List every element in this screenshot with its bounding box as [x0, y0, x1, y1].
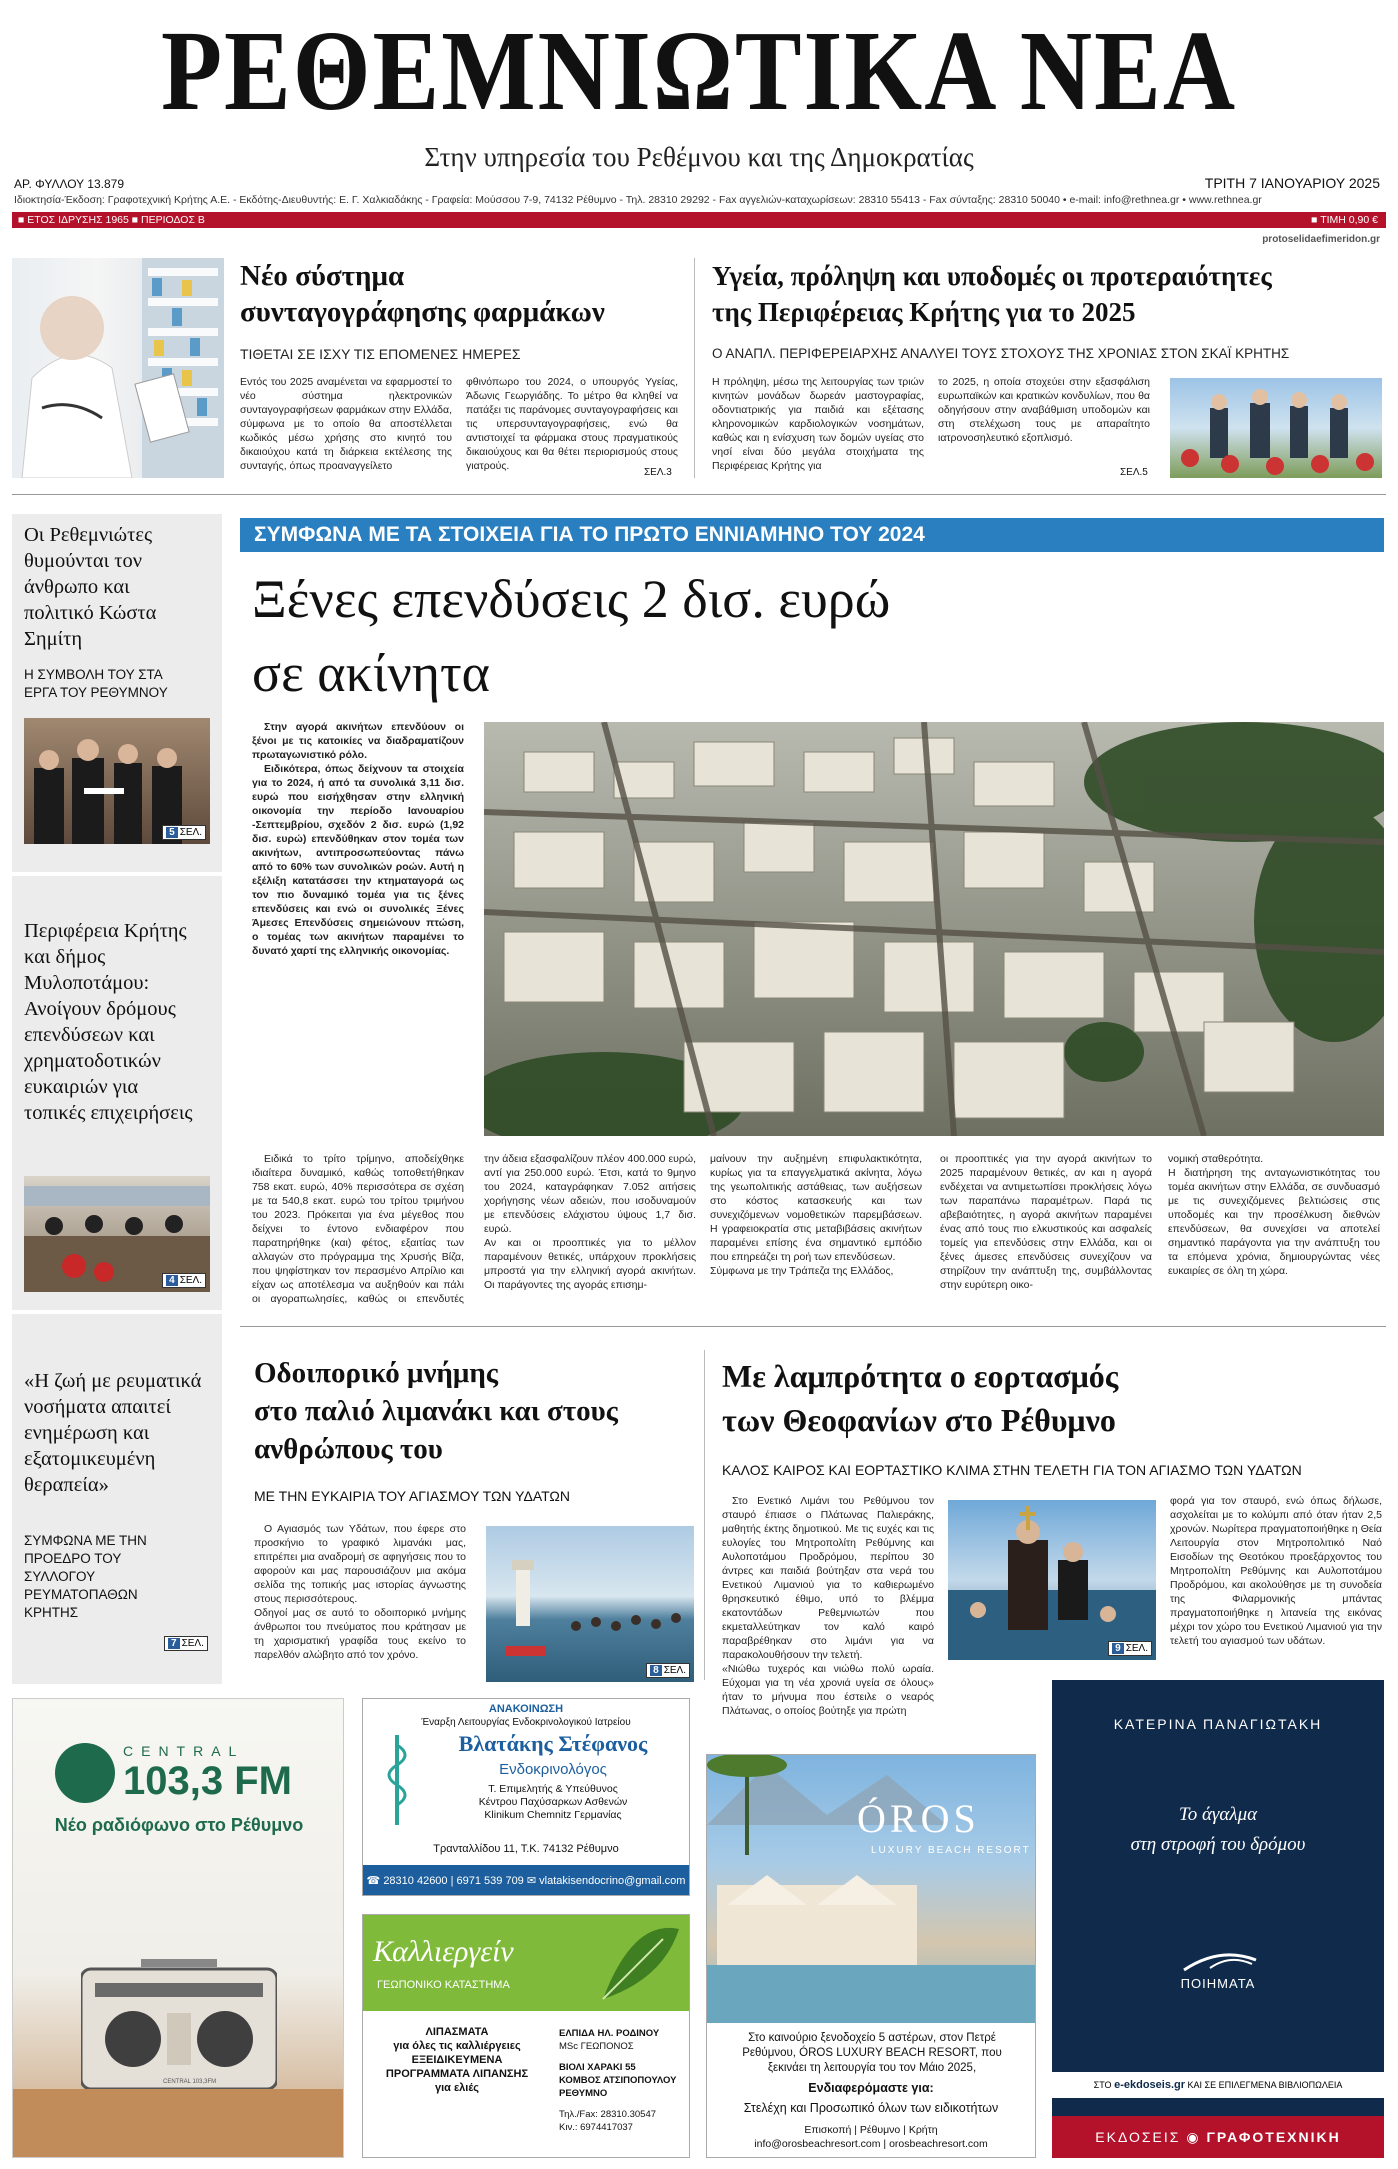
store-pre: ΣΤΟ: [1093, 2080, 1112, 2090]
lead-banner: ΣΥΜΦΩΝΑ ΜΕ ΤΑ ΣΤΟΙΧΕΙΑ ΓΙΑ ΤΟ ΠΡΩΤΟ ΕΝΝΙΑΜΗΝΟ ΤΟΥ 2024: [240, 518, 1384, 552]
badge-sel: ΣΕΛ.: [181, 1638, 204, 1649]
store-post: ΚΑΙ ΣΕ ΕΠΙΛΕΓΜΕΝΑ ΒΙΒΛΙΟΠΩΛΕΙΑ: [1187, 2080, 1343, 2090]
page-badge[interactable]: [164, 1636, 208, 1651]
headline-line: σε ακίνητα: [252, 643, 490, 703]
lead-headline: [252, 562, 1372, 710]
ad-notice: ΑΝΑΚΟΙΝΩΣΗ: [488, 1703, 564, 1715]
headline-line: Με λαμπρότητα ο εορτασμός: [722, 1358, 1119, 1394]
headline-line: της Περιφέρειας Κρήτης για το 2025: [712, 297, 1136, 327]
hotel-text: Στο καινούριο ξενοδοχείο 5 αστέρων, στον Πετρέ Ρεθύμνου, ÓROS LUXURY BEACH RESORT, που ξεκινάει τη λειτουργία του τον Μάιο 2025,: [742, 2032, 1002, 2074]
sidebar-story1-kicker: Η ΣΥΜΒΟΛΗ ΤΟΥ ΣΤΑ ΕΡΓΑ ΤΟΥ ΡΕΘΥΜΝΟΥ: [24, 667, 168, 700]
radio-logo-icon: [55, 1743, 115, 1803]
watermark: protoselidaefimeridon.gr: [1262, 234, 1380, 245]
sidebar-story2-title[interactable]: Περιφέρεια Κρήτης και δήμος Μυλοποτάμου: Ανοίγουν δρόμους επενδύσεων και χρηματοδοτικών ευκαιριών για τοπικές επιχειρήσεις: [24, 920, 193, 1124]
product-line: ΕΞΕΙΔΙΚΕΥΜΕΝΑ: [411, 2054, 503, 2066]
badge-sel: ΣΕΛ.: [663, 1665, 686, 1676]
hotel-ad[interactable]: [706, 1754, 1036, 2158]
top-left-col2: φθινόπωρο του 2024, ο υπουργός Υγείας, Άδωνις Γεωργιάδης. Το μέτρο θα κληθεί να πατάξει τις παράνομες συνταγογραφήσεις και τις υπερσυνταγογραφήσεις, ενώ θα αντιστοιχεί τα φάρμακα στους πραγματικούς δικαιούχους και θα θέτει περιορισμούς στους γιατρούς.: [466, 376, 678, 472]
badge-page-number: 4: [166, 1275, 178, 1286]
period: ΠΕΡΙΟΔΟΣ Β: [141, 214, 205, 226]
book-genre: ΠΟΙΗΜΑΤΑ: [1180, 1976, 1256, 1991]
product-line: ΛΙΠΑΣΜΑΤΑ: [425, 2026, 489, 2038]
title-line: Το άγαλμα: [1178, 1804, 1258, 1825]
radio-cassette-icon: [81, 1959, 277, 2089]
garden-sub: ΓΕΩΠΟΝΙΚΟ ΚΑΤΑΣΤΗΜΑ: [377, 1979, 510, 1991]
column-divider: [694, 258, 695, 478]
radio-slogan: Νέο ραδιόφωνο στο Ρέθυμνο: [54, 1815, 304, 1835]
contact-degree: MSc ΓΕΩΠΟΝΟΣ: [559, 2041, 634, 2052]
book-title: [1052, 1800, 1384, 1860]
radio-brand: CENTRAL: [123, 1743, 245, 1759]
contact-tel: Τηλ./Fax: 28310.30547: [559, 2109, 657, 2120]
pharmacy-photo: [12, 258, 224, 478]
page-ref[interactable]: ΣΕΛ.5: [1120, 467, 1148, 478]
mid-left-kicker: ΜΕ ΤΗΝ ΕΥΚΑΙΡΙΑ ΤΟΥ ΑΓΙΑΣΜΟΥ ΤΩΝ ΥΔΑΤΩΝ: [254, 1488, 570, 1504]
top-left-col1: Εντός του 2025 αναμένεται να εφαρμοστεί το νέο σύστημα ηλεκτρονικών συνταγογραφήσεων φαρμάκων στην Ελλάδα, σύμφωνα με το οποίο θα αποστέλλεται κωδικός μέσω χρήσης στο κινητό του δικαιούχου κατά τη διάρκεια εκτέλεσης της συνταγής, όπως προαναγγείλετο: [240, 376, 452, 472]
aerial-city-photo: [484, 722, 1384, 1136]
masthead: [0, 0, 1398, 245]
page-badge[interactable]: [1108, 1641, 1152, 1656]
headline-line: συνταγογράφησης φαρμάκων: [240, 296, 605, 328]
caduceus-icon: [377, 1735, 417, 1825]
page-ref[interactable]: ΣΕΛ.3: [644, 467, 672, 478]
book-publisher-bar: [1052, 2116, 1384, 2158]
doctor-cred: [423, 1783, 683, 1822]
ad-line1: Έναρξη Λειτουργίας Ενδοκρινολογικού Ιατρείου: [421, 1717, 631, 1728]
contact-person: ΕΛΠΙΔΑ ΗΛ. ΡΟΔΙΝΟΥ: [559, 2028, 660, 2039]
top-left-headline: [240, 258, 680, 330]
lead-intro: [252, 720, 464, 1152]
imprint-line: Ιδιοκτησία-Έκδοση: Γραφοτεχνική Κρήτης Α.Ε. - Εκδότης-Διευθυντής: Ε. Γ. Χαλκιαδάκης - Γραφεία: Μούσσου 7-9, 74132 Ρέθυμνο - Τηλ. 28310 29292 - Fax αγγελιών-καταχωρίσεων: 28310 55413 - Fax σύνταξης: 28310 50040 • e-mail: info@rethnea.gr • www.rethnea.gr: [14, 194, 1262, 206]
mail-icon: ✉: [526, 1875, 540, 1887]
doctor-address: Τρανταλλίδου 11, Τ.Κ. 74132 Ρέθυμνο: [433, 1843, 619, 1855]
publisher-logo-icon: ◉: [1186, 2129, 1207, 2145]
sidebar-divider: [12, 1310, 222, 1314]
top-right-col2: το 2025, η οποία στοχεύει στην εξασφάλιση ευρωπαϊκών και κρατικών κονδυλίων, που θα οδηγήσουν στην αναβάθμιση υποδομών και στη στελέχωση τους με απαραίτητο ιατρονοσηλευτικό εξοπλισμό.: [938, 376, 1150, 444]
lead-col5: νομική σταθερότητα. Η διατήρηση της ανταγωνιστικότητας του τομέα ακινήτων στην Ελλάδα, σε συνδυασμό με τις συνεχιζόμενες βελτιώσεις στις υποδομές και την προσέλκυση διεθνών επενδύσεων, θα συνεχίσει να αποτελεί σημαντικό παράγοντα για την ανάπτυξη του τα επόμενα χρόνια, δημιουργώντας νέες ευκαιρίες σε όλη τη χώρα.: [1168, 1153, 1380, 1277]
hotel-contact: [707, 2123, 1035, 2151]
lead-col3: μαίνουν την αυξημένη επιφυλακτικότητα, κυρίως για τα επαγγελματικά ακίνητα, λόγω της γεωπολιτικής αστάθειας, των αυξήσεων στο κόστος κατασκευής και των συνεχιζόμενων νομοθετικών παρεμβάσεων. Η γραφειοκρατία στις μεταβιβάσεις ακινήτων παραμένει επίσης ένα σημαντικό εμπόδιο που επηρεάζει τη ροή των επενδύσεων. Σύμφωνα με την Τράπεζα της Ελλάδος,: [710, 1153, 922, 1277]
headline-line: Οδοιπορικό μνήμης: [254, 1357, 499, 1389]
doctor-name: Βλατάκης Στέφανος: [458, 1731, 648, 1756]
sidebar-divider: [12, 872, 222, 876]
red-info-bar: ■ ΕΤΟΣ ΙΔΡΥΣΗΣ 1965 ■ ΠΕΡΙΟΔΟΣ Β ■ ΤΙΜΗ 0,90 €: [12, 212, 1386, 228]
hotel-sub: LUXURY BEACH RESORT: [871, 1845, 1031, 1856]
doctor-email: vlatakisendocrino@gmail.com: [539, 1875, 686, 1887]
headline-line: ανθρώπους του: [254, 1433, 443, 1465]
top-right-kicker: Ο ΑΝΑΠΛ. ΠΕΡΙΦΕΡΕΙΑΡΧΗΣ ΑΝΑΛΥΕΙ ΤΟΥΣ ΣΤΟΧΟΥΣ ΤΗΣ ΧΡΟΝΙΑΣ ΣΤΟΝ ΣΚΑΪ ΚΡΗΤΗΣ: [712, 346, 1290, 361]
contact-line: Επισκοπή | Ρέθυμνο | Κρήτη: [804, 2124, 938, 2136]
radio-frequency: 103,3 FM: [123, 1759, 292, 1803]
book-author: ΚΑΤΕΡΙΝΑ ΠΑΝΑΓΙΩΤΑΚΗ: [1113, 1716, 1323, 1732]
garden-contact: [559, 2027, 687, 2134]
contact-address: ΒΙΟΛΙ ΧΑΡΑΚΙ 55: [559, 2062, 636, 2073]
wooden-table: [13, 2089, 344, 2158]
hotel-want: Ενδιαφερόμαστε για:: [808, 2081, 934, 2095]
radio-tag: CENTRAL 103,3FM: [163, 2079, 217, 2085]
mid-right-col1: Στο Ενετικό Λιμάνι του Ρεθύμνου τον σταυρό έπιασε ο Πλάτωνας Παλιεράκης, μαθητής έκτης δημοτικού. Με τις ευχές και τις ευλογίες του Μητροπολίτη Ρεθύμνης και Αυλοποτάμου Προδρόμου, περίπου 30 άντρες και παιδιά βούτηξαν στα νερά του Ενετικού Λιμανιού για το καθιερωμένο θρησκευτικό έθιμο, υπό το βλέμμα εκατοντάδων Ρεθεμνιωτών που εκμεταλλεύτηκαν τον καλό καιρό παραβρέθηκαν στο λιμάνι για να παρακολουθήσουν την τελετή. «Νιώθω τυχερός και νιώθω πολύ ωραία. Εύχομαι για τη νέα χρονιά υγεία σε όλους» ήταν το μήνυμα που έστειλε ο νεαρός Πλάτωνας, ο οποίος βούτηξε για πρώτη: [722, 1495, 934, 1717]
newspaper-title: ΡΕΘΕΜΝΙΩΤΙΚΑ ΝΕΑ: [160, 6, 1238, 135]
meeting-photo: [24, 1176, 210, 1292]
contact-address: ΚΟΜΒΟΣ ΑΤΣΙΠΟΠΟΥΛΟΥ: [559, 2075, 677, 2086]
title-line: στη στροφή του δρόμου: [1130, 1834, 1306, 1855]
phone-icon: ☎: [366, 1875, 384, 1887]
store-link[interactable]: e-ekdoseis.gr: [1114, 2079, 1185, 2091]
mid-left-headline: [254, 1354, 694, 1468]
sidebar-story1-title[interactable]: Οι Ρεθεμνιώτες θυμούνται τον άνθρωπο και πολιτικό Κώστα Σημίτη: [24, 524, 157, 650]
badge-page-number: 5: [166, 827, 178, 838]
hotel-brand: ÓROS: [857, 1796, 980, 1841]
doctor-phones: 28310 42600 | 6971 539 709: [383, 1875, 524, 1887]
column-divider: [704, 1350, 705, 1680]
contact-mobile: Κιν.: 6974417037: [559, 2122, 633, 2133]
book-ad[interactable]: [1052, 1680, 1384, 2158]
contact-line: info@orosbeachresort.com | orosbeachresort.com: [754, 2138, 988, 2150]
page-badge[interactable]: [646, 1663, 690, 1678]
radio-ad[interactable]: [12, 1698, 344, 2158]
lead-col1: Ειδικά το τρίτο τρίμηνο, αποδείχθηκε ιδιαίτερα δυναμικό, καθώς τοποθετήθηκαν 758 εκατ. ευρώ, 40% περισσότερα σε σχέση με τα 540,8 εκατ. ευρώ του τρίτου τριμήνου του 2023. Πρόκειται για ένα μέγεθος που δείχνει το έντονο ενδιαφέρον που παρατηρήθηκε (και) φέτος, εξαιτίας των αλλαγών στο πρόγραμμα της Χρυσής Βίζα, που ψηφίστηκαν τον περασμένο Απρίλιο και είχαν ως αποτέλεσμα να αυξηθούν και πάλι οι αγοραπωλησίες, καθώς οι επενδυτές: [252, 1153, 464, 1304]
headline-line: των Θεοφανίων στο Ρέθυμνο: [722, 1402, 1116, 1438]
top-right-headline: [712, 258, 1392, 330]
newspaper-subtitle: Στην υπηρεσία του Ρεθέμνου και της Δημοκρατίας: [424, 142, 974, 172]
contact-address: ΡΕΘΥΜΝΟ: [559, 2088, 608, 2099]
issue-number: ΑΡ. ΦΥΛΛΟΥ 13.879: [14, 177, 124, 191]
leaf-icon: [583, 1919, 683, 2009]
cred-line: Κέντρου Παχύσαρκων Ασθενών: [478, 1796, 628, 1808]
headline-line: Νέο σύστημα: [240, 260, 405, 292]
headline-line: στο παλιό λιμανάκι και στους: [254, 1395, 618, 1427]
page-badge[interactable]: [162, 1273, 206, 1288]
sidebar-story3-title[interactable]: «Η ζωή με ρευματικά νοσήματα απαιτεί ενημέρωση και εξατομικευμένη θεραπεία»: [24, 1370, 202, 1496]
badge-page-number: 8: [650, 1665, 662, 1676]
doctor-contact-bar: [363, 1865, 689, 1896]
officials-photo: [1170, 378, 1382, 478]
book-store-bar: [1052, 2072, 1384, 2098]
garden-products: [367, 2025, 547, 2095]
price: ΤΙΜΗ 0,90 €: [1320, 214, 1378, 226]
product-line: ΠΡΟΓΡΑΜΜΑΤΑ ΛΙΠΑΝΣΗΣ: [385, 2068, 529, 2080]
doctor-ad[interactable]: [362, 1698, 690, 1896]
mid-left-text: Ο Αγιασμός των Υδάτων, που έφερε στο προσκήνιο το γραφικό λιμανάκι μας, επιτρέπει μια αναδρομή σε αφηγήσεις που το αφορούν και μας παρουσιάζουν μια ακόμα σελίδα της τοπικής μας ιστορίας άγνωστης στους περισσότερους. Οδηγοί μας σε αυτό το οδοιπορικό μνήμης άνθρωποι του πνεύματος που κράτησαν με τη χαρισματική γραφίδα τους εκείνο το παρελθόν αλώβητο από τον χρόνο.: [254, 1523, 466, 1661]
badge-sel: ΣΕΛ.: [179, 1275, 202, 1286]
badge-page-number: 9: [1112, 1643, 1124, 1654]
publisher-pre: ΕΚΔΟΣΕΙΣ: [1095, 2129, 1181, 2145]
lead-col2: την άδεια εξασφαλίζουν πλέον 400.000 ευρώ, αντί για 250.000 ευρώ. Έτσι, κατά το 9μηνο του 2024, καταγράφηκαν 7.052 αιτήσεις χορήγησης νέων αδειών, που ισοδυναμούν με επενδύσεις ελάχιστου ύψους 1,7 δισ. ευρώ. Αν και οι προοπτικές για το μέλλον παραμένουν θετικές, υπάρχουν προκλήσεις μπροστά για την ελληνική αγορά ακινήτων. Οι παράγοντες της αγοράς επισημ-: [484, 1153, 696, 1291]
sidebar-story3-kicker: ΣΥΜΦΩΝΑ ΜΕ ΤΗΝ ΠΡΟΕΔΡΟ ΤΟΥ ΣΥΛΛΟΓΟΥ ΡΕΥΜΑΤΟΠΑΘΩΝ ΚΡΗΤΗΣ: [24, 1533, 147, 1620]
wave-icon: [1180, 1946, 1260, 1976]
mid-right-col2: φορά για τον σταυρό, ενώ όπως δήλωσε, ασχολείται με το κολύμπι από όταν ήταν 2,5 χρονών. Νωρίτερα πραγματοποιήθηκε η Θεία Λειτουργία στον Μητροπολιτικό Ναό Εισοδίων της Θεοτόκου προεξάρχοντος του Μητροπολίτη Ρεθύμνης και Αυλοποτάμου Προδρόμου, και ακολούθησε με τη συνοδεία της Φιλαρμονικής μπάντας πραγματοποιήθηκε η λιτανεία της εικόνας μέχρι τον χώρο του Ενετικού Λιμανιού για την τελετή του αγιασμού των υδάτων.: [1170, 1495, 1382, 1647]
badge-sel: ΣΕΛ.: [1125, 1643, 1148, 1654]
mid-right-kicker: ΚΑΛΟΣ ΚΑΙΡΟΣ ΚΑΙ ΕΟΡΤΑΣΤΙΚΟ ΚΛΙΜΑ ΣΤΗΝ ΤΕΛΕΤΗ ΓΙΑ ΤΟΝ ΑΓΙΑΣΜΟ ΤΩΝ ΥΔΑΤΩΝ: [722, 1462, 1302, 1478]
publisher-name: ΓΡΑΦΟΤΕΧΝΙΚΗ: [1206, 2129, 1341, 2145]
badge-sel: ΣΕΛ.: [179, 827, 202, 838]
garden-brand: Καλλιεργείν: [373, 1935, 514, 1968]
simitis-photo: [24, 718, 210, 844]
page-badge[interactable]: [162, 825, 206, 840]
intro-para: Στην αγορά ακινήτων επενδύουν οι ξένοι με τις κατοικίες να διαδραματίζουν πρωταγωνιστικό ρόλο.: [252, 721, 464, 761]
doctor-specialty: Ενδοκρινολόγος: [499, 1761, 607, 1778]
issue-date: ΤΡΙΤΗ 7 ΙΑΝΟΥΑΡΙΟΥ 2025: [1204, 175, 1380, 191]
cred-line: Klinikum Chemnitz Γερμανίας: [484, 1809, 622, 1821]
epiphany-photo: [948, 1500, 1156, 1660]
top-left-kicker: ΤΙΘΕΤΑΙ ΣΕ ΙΣΧΥ ΤΙΣ ΕΠΟΜΕΝΕΣ ΗΜΕΡΕΣ: [240, 346, 521, 362]
founded-year: ΕΤΟΣ ΙΔΡΥΣΗΣ 1965: [27, 214, 129, 226]
badge-page-number: 7: [168, 1638, 180, 1649]
headline-line: Υγεία, πρόληψη και υποδομές οι προτεραιότητες: [712, 261, 1272, 291]
headline-line: Ξένες επενδύσεις 2 δισ. ευρώ: [252, 569, 891, 629]
top-right-col1: Η πρόληψη, μέσω της λειτουργίας των τριών κινητών μονάδων δωρεάν μαστογραφίας, οδοντιατρικής για παιδιά και εξέτασης κληρονομικών καρδιολογικών νοσημάτων, καθώς και η ενίσχυση των δομών υγείας στο νησί είναι δύο μεγάλα στοιχήματα της Περιφέρειας Κρήτης για: [712, 376, 924, 472]
section-rule: [240, 1326, 1386, 1327]
lead-para-1: Ειδικότερα, όπως δείχνουν τα στοιχεία για το 2024, ή από τα συνολικά 3,11 δισ. ευρώ που εισήχθησαν στην ελληνική οικονομία την περίοδο Ιανουαρίου -Σεπτεμβρίου, σχεδόν 2 δισ. ευρώ (1,92 δισ. ευρώ) επενδύθηκαν στον τομέα των ακινήτων, αντιπροσωπεύοντας πάνω από το 60% των συνολικών ροών. Αυτή η εξέλιξη κατατάσσει την κτηματαγορά ως τον πιο δυναμικό τομέα για τις ξένες επενδύσεις και ενώ οι συνολικές Ξένες Άμεσες Επενδύσεις σημειώνουν πτώση, ο τομέας των ακινήτων παραμένει το δυνατό χαρτί της ελληνικής οικονομίας.: [252, 763, 464, 957]
cred-line: Τ. Επιμελητής & Υπεύθυνος: [488, 1783, 618, 1795]
section-rule: [12, 494, 1386, 495]
garden-ad[interactable]: [362, 1914, 690, 2158]
hotel-roles: Στελέχη και Προσωπικό όλων των ειδικοτήτων: [743, 2101, 999, 2115]
lead-col4: οι προοπτικές για την αγορά ακινήτων το 2025 παραμένουν θετικές, αν και η αγορά ενδέχεται να αντιμετωπίσει προκλήσεις λόγω των παραπάνω παραμέτρων. Παρά τις αβεβαιότητες, η αγορά ακινήτων παραμένει ένας από τους πιο ελκυστικούς και ασφαλείς τομείς για επενδύσεις στην Ελλάδα, και οι ξένες άμεσες επενδύσεις συνεχίζουν να στηρίζουν την ανάπτυξη της, συμβάλλοντας στην ευρύτερη οικο-: [940, 1153, 1152, 1291]
mid-right-headline: [722, 1354, 1382, 1442]
harbor-photo: [486, 1526, 694, 1682]
product-line: για όλες τις καλλιέργειες: [393, 2040, 521, 2052]
product-line: για ελιές: [434, 2082, 480, 2094]
